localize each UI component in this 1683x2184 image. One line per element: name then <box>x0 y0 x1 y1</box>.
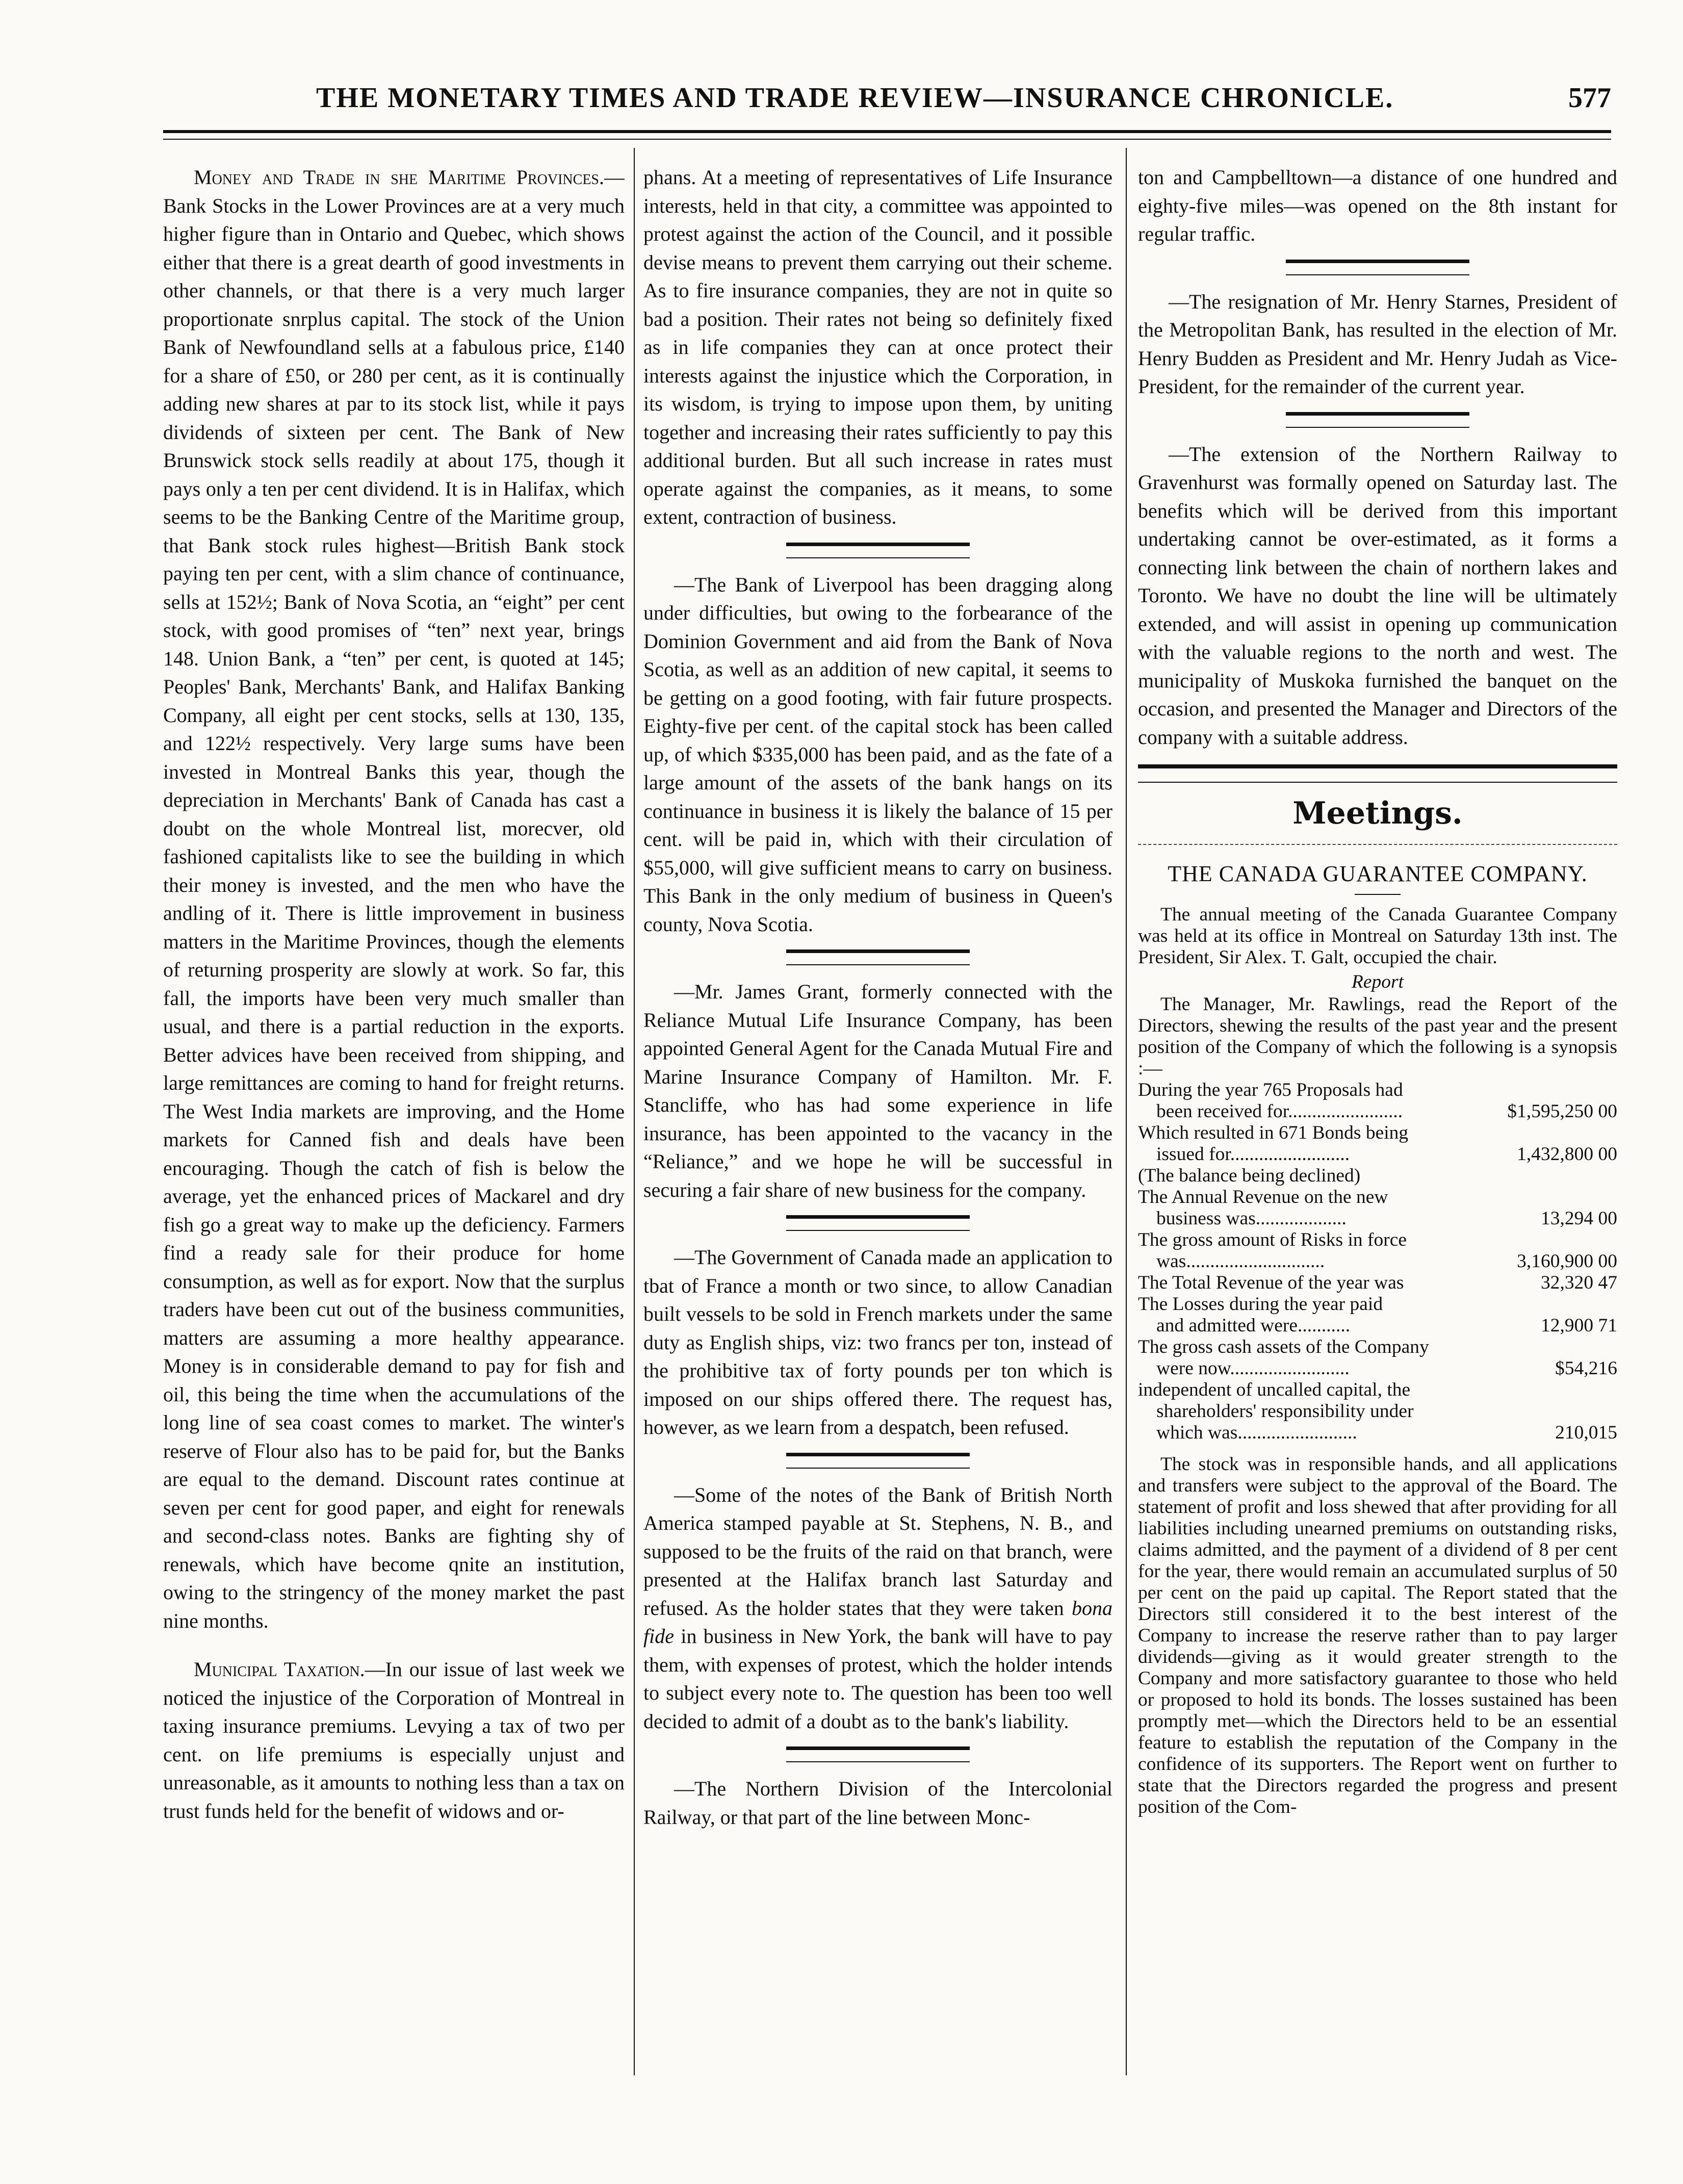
synopsis-label: independent of uncalled capital, the <box>1138 1379 1411 1400</box>
synopsis-amount <box>1612 1165 1617 1187</box>
header-rule-thin <box>163 139 1611 140</box>
article-text: —Some of the notes of the Bank of British North America stamped payable at St. Stephens, N. B., and supposed to be the fruits of the raid on that branch, were presented at the Halifax branch last Saturday and refused. As the holder states that they were taken <box>643 1483 1112 1620</box>
page-header <box>163 82 1611 122</box>
synopsis-amount <box>1612 1122 1617 1144</box>
synopsis-row <box>1138 1208 1617 1229</box>
synopsis-amount: $54,216 <box>1555 1358 1617 1379</box>
article-heading: Municipal Taxation. <box>194 1658 365 1681</box>
synopsis-amount <box>1612 1229 1617 1251</box>
synopsis-amount <box>1612 1187 1617 1208</box>
synopsis-row <box>1138 1251 1617 1272</box>
section-separator <box>786 949 970 965</box>
synopsis-amount: 12,900 71 <box>1541 1315 1617 1336</box>
page-number: 577 <box>1568 82 1611 114</box>
synopsis-label: (The balance being declined) <box>1138 1165 1361 1186</box>
synopsis-amount: 32,320 47 <box>1541 1272 1617 1293</box>
column-2 <box>643 163 1112 2070</box>
short-rule <box>1355 894 1401 895</box>
meeting-intro: The annual meeting of the Canada Guarantee Company was held at its office in Montreal on Saturday 13th inst. The President, Sir Alex. T. Galt, occupied the chair. <box>1138 904 1617 968</box>
synopsis-amount <box>1612 1080 1617 1101</box>
synopsis-amount: 1,432,800 00 <box>1517 1144 1617 1165</box>
synopsis-row <box>1138 1315 1617 1337</box>
synopsis-amount: 13,294 00 <box>1541 1208 1617 1229</box>
column-divider <box>634 148 635 2075</box>
article-bank-notes <box>643 1481 1112 1736</box>
synopsis-label: and admitted were........... <box>1156 1315 1351 1336</box>
article-maritime-trade <box>163 163 625 1635</box>
section-separator <box>786 1453 970 1469</box>
italic-phrase: bona fide <box>643 1596 1112 1648</box>
article-body: —In our issue of last week we noticed the injustice of the Corporation of Montreal in taxing insurance premiums. Levying a tax of two per cent. on life premiums is especially unjust and unreasonable, as it amounts to nothing less than a tax on trust funds held for the benefit of widows and or- <box>163 1658 625 1822</box>
article-bank-of-liverpool: —The Bank of Liverpool has been dragging along under difficulties, but owing to the forbearance of the Dominion Government and aid from the Bank of Nova Scotia, as well as an addition of new capital, it seems to be getting on a good footing, with fair future prospects. Eighty-five per cent. of the capital stock has been called up, of which $335,000 has been paid, and as the fate of a large amount of the assets of the bank hangs on its continuance in business it is likely the balance of 15 per cent. will be paid in, which with their circulation of $55,000, will give sufficient means to carry on business. This Bank in the only medium of business in Queen's county, Nova Scotia. <box>643 573 1112 936</box>
synopsis-row <box>1138 1144 1617 1165</box>
synopsis-amount: $1,595,250 00 <box>1507 1101 1617 1122</box>
synopsis-label: was............................. <box>1156 1251 1325 1272</box>
section-separator-wide <box>1138 764 1617 783</box>
article-body: —Bank Stocks in the Lower Provinces are at a very much higher figure than in Ontario and Quebec, which shows either that there is a great dearth of good investments in other channels, or that there is a very much larger proportionate snrplus capital. The stock of the Union Bank of Newfoundland sells at a fabulous price, £140 for a share of £50, or 280 per cent, as it is continually adding new shares at par to its stock list, while it pays dividends of sixteen per cent. The Bank of New Brunswick stock sells readily at about 175, though it pays only a ten per cent dividend. It is in Halifax, which seems to be the Banking Centre of the Maritime group, that Bank stock rules highest—British Bank stock paying ten per cent, with a slim chance of continuance, sells at 152½; Bank of Nova Scotia, an “eight” per cent stock, with good promises of “ten” next year, brings 148. Union Bank, a “ten” per cent, is quoted at 145; Peoples' Bank, Merchants' Bank, and Halifax Banking Company, all eight per cent stocks, sells at 130, 135, and 122½ respectively. Very large sums have been invested in Montreal Banks this year, though the depreciation in Merchants' Bank of Canada has cast a doubt on the whole Montreal list, morecver, old fashioned capitalists like to see the building in which their money is invested, and the men who have the andling of it. There is little improvement in business matters in the Maritime Provinces, though the elements of returning prosperity are slowly at work. So far, this fall, the imports have been very much smaller than usual, and there is a partial reduction in the exports. Better advices have been received from shipping, and large remittances are coming to hand for freight returns. The West India markets are improving, and the Home markets for Canned fish and deals have been encouraging. Though the catch of fish is below the average, yet the enhanced prices of Mackarel and dry fish go a great way to make up the deficiency. Farmers find a ready sale for their produce for home consumption, as well as for export. Now that the surplus traders have been cut out of the business communities, matters are assuming a more healthy appearance. Money is in considerable demand to pay for fish and oil, this being the time when the accumulations of the long line of sea coast comes to market. The winter's reserve of Flour also has to be paid for, but the Banks are equal to the demand. Discount rates continue at seven per cent for good paper, and eight for renewals and second-class notes. Banks are fighting shy of renewals, which have become qnite an institution, owing to the stringency of the money market the past nine months. <box>163 166 625 1632</box>
synopsis-label: During the year 765 Proposals had <box>1138 1080 1403 1100</box>
article-henry-starnes: —The resignation of Mr. Henry Starnes, President of the Metropolitan Bank, has resulted in the election of Mr. Henry Budden as President and Mr. Henry Judah as Vice-President, for the remainder of the current year. <box>1138 290 1617 398</box>
section-separator <box>786 1215 970 1231</box>
article-text: in business in New York, the bank will have to pay them, with expenses of protest, which the holder intends to subject every note to. The question has been too well decided to admit of a doubt as to the bank's liability. <box>643 1625 1112 1733</box>
article-continuation: phans. At a meeting of representatives of Life Insurance interests, held in that city, a committee was appointed to protest against the action of the Council, and it possible devise means to prevent them carrying out their scheme. As to fire insurance companies, they are not in quite so bad a position. Their rates not being so definitely fixed as in life companies they can at once protect their interests against the injustice which the Corporation, in its wisdom, is trying to impose upon them, by uniting together and increasing their rates sufficiently to pay this additional burden. But all such increase in rates must operate against the companies, as it means, to some extent, contraction of business. <box>643 166 1112 528</box>
company-heading: THE CANADA GUARANTEE COMPANY. <box>1168 861 1588 886</box>
synopsis-amount <box>1612 1401 1617 1422</box>
synopsis-label: The Losses during the year paid <box>1138 1294 1383 1315</box>
synopsis-row <box>1138 1080 1617 1101</box>
column-3 <box>1138 163 1617 2070</box>
synopsis-row <box>1138 1165 1617 1187</box>
synopsis-row <box>1138 1122 1617 1144</box>
synopsis-label: The gross amount of Risks in force <box>1138 1229 1407 1250</box>
meetings-heading: Meetings. <box>1292 795 1463 831</box>
section-separator <box>1286 412 1469 428</box>
synopsis-label: shareholders' responsibility under <box>1156 1401 1414 1422</box>
report-intro: The Manager, Mr. Rawlings, read the Report of the Directors, shewing the results of the past year and the present position of the Company of which the following is a synopsis :— <box>1138 994 1617 1079</box>
synopsis-label: which was......................... <box>1156 1422 1357 1443</box>
section-separator <box>786 543 970 558</box>
article-james-grant: —Mr. James Grant, formerly connected with the Reliance Mutual Life Insurance Company, has been appointed General Agent for the Canada Mutual Fire and Marine Insurance Company of Hamilton. Mr. F. Stancliffe, who has had some experience in life insurance, has been appointed to the vacancy in the “Reliance,” and we hope he will be successful in securing a fair share of new business for the company. <box>643 980 1112 1201</box>
synopsis-row <box>1138 1401 1617 1422</box>
stock-paragraph: The stock was in responsible hands, and all applications and transfers were subject to the approval of the Board. The statement of profit and loss shewed that after providing for all liabilities including unearned premiums on outstanding risks, claims admitted, and the payment of a dividend of 8 per cent for the year, there would remain an accumulated surplus of 50 per cent on the paid up capital. The Report stated that the Directors still considered it to the best interest of the Company to increase the reserve rather than to pay larger dividends—giving as it would greater strength to the Company and more satisfactory guarantee to those who held or proposed to hold its bonds. The losses sustained has been promptly met—which the Directors held to be an essential feature to establish the reputation of the Company in the confidence of its supporters. The Report went on further to state that the Directors regarded the progress and present position of the Com- <box>1138 1454 1617 1817</box>
article-heading: Money and Trade in she Maritime Provinces. <box>194 166 604 189</box>
header-rule <box>163 130 1611 133</box>
synopsis-label: were now......................... <box>1156 1358 1350 1379</box>
synopsis-label: business was................... <box>1156 1208 1347 1229</box>
meeting-report <box>1138 904 1617 1818</box>
article-municipal-taxation <box>163 1655 625 1825</box>
ornamental-rule <box>1138 839 1617 845</box>
synopsis-label: been received for........................ <box>1156 1101 1403 1122</box>
synopsis-row <box>1138 1422 1617 1444</box>
synopsis-label: Which resulted in 671 Bonds being <box>1138 1122 1409 1143</box>
synopsis-row <box>1138 1294 1617 1315</box>
synopsis-row <box>1138 1379 1617 1401</box>
synopsis-row <box>1138 1272 1617 1294</box>
synopsis-row <box>1138 1229 1617 1251</box>
article-intercolonial-railway: —The Northern Division of the Intercolonial Railway, or that part of the line between Monc- <box>643 1777 1112 1829</box>
synopsis-amount: 3,160,900 00 <box>1517 1251 1617 1272</box>
synopsis-label: issued for......................... <box>1156 1144 1350 1165</box>
synopsis-table <box>1138 1080 1617 1444</box>
synopsis-row <box>1138 1101 1617 1122</box>
spacer <box>163 1635 625 1655</box>
section-separator <box>786 1746 970 1762</box>
synopsis-label: The Total Revenue of the year was <box>1138 1272 1404 1293</box>
column-1 <box>163 163 625 2070</box>
column-divider <box>1126 148 1127 2075</box>
article-continuation: ton and Campbelltown—a distance of one hundred and eighty-five miles—was opened on the 8th instant for regular traffic. <box>1138 166 1617 245</box>
synopsis-amount: 210,015 <box>1555 1422 1617 1443</box>
page-title: THE MONETARY TIMES AND TRADE REVIEW—INSURANCE CHRONICLE. <box>316 82 1394 114</box>
synopsis-row <box>1138 1358 1617 1379</box>
article-government-of-canada: —The Government of Canada made an application to tbat of France a month or two since, to allow Canadian built vessels to be sold in French markets under the same duty as English ships, viz: two francs per ton, instead of the prohibitive tax of forty pounds per ton which is imposed on our ships offered there. The request has, however, as we learn from a despatch, been refused. <box>643 1246 1112 1438</box>
synopsis-amount <box>1612 1379 1617 1401</box>
synopsis-amount <box>1612 1294 1617 1315</box>
section-separator <box>1286 260 1469 275</box>
synopsis-row <box>1138 1187 1617 1208</box>
synopsis-amount <box>1612 1337 1617 1358</box>
synopsis-label: The gross cash assets of the Company <box>1138 1337 1429 1357</box>
report-heading: Report <box>1351 971 1404 992</box>
article-northern-railway: —The extension of the Northern Railway to Gravenhurst was formally opened on Saturday last. The benefits which will be derived from this important undertaking cannot be over-estimated, as it forms a connecting link between the chain of northern lakes and Toronto. We have no doubt the line will be ultimately extended, and will assist in opening up communication with the valuable regions to the north and west. The municipality of Muskoka furnished the banquet on the occasion, and presented the Manager and Directors of the company with a suitable address. <box>1138 442 1617 749</box>
synopsis-label: The Annual Revenue on the new <box>1138 1187 1388 1207</box>
synopsis-row <box>1138 1337 1617 1358</box>
